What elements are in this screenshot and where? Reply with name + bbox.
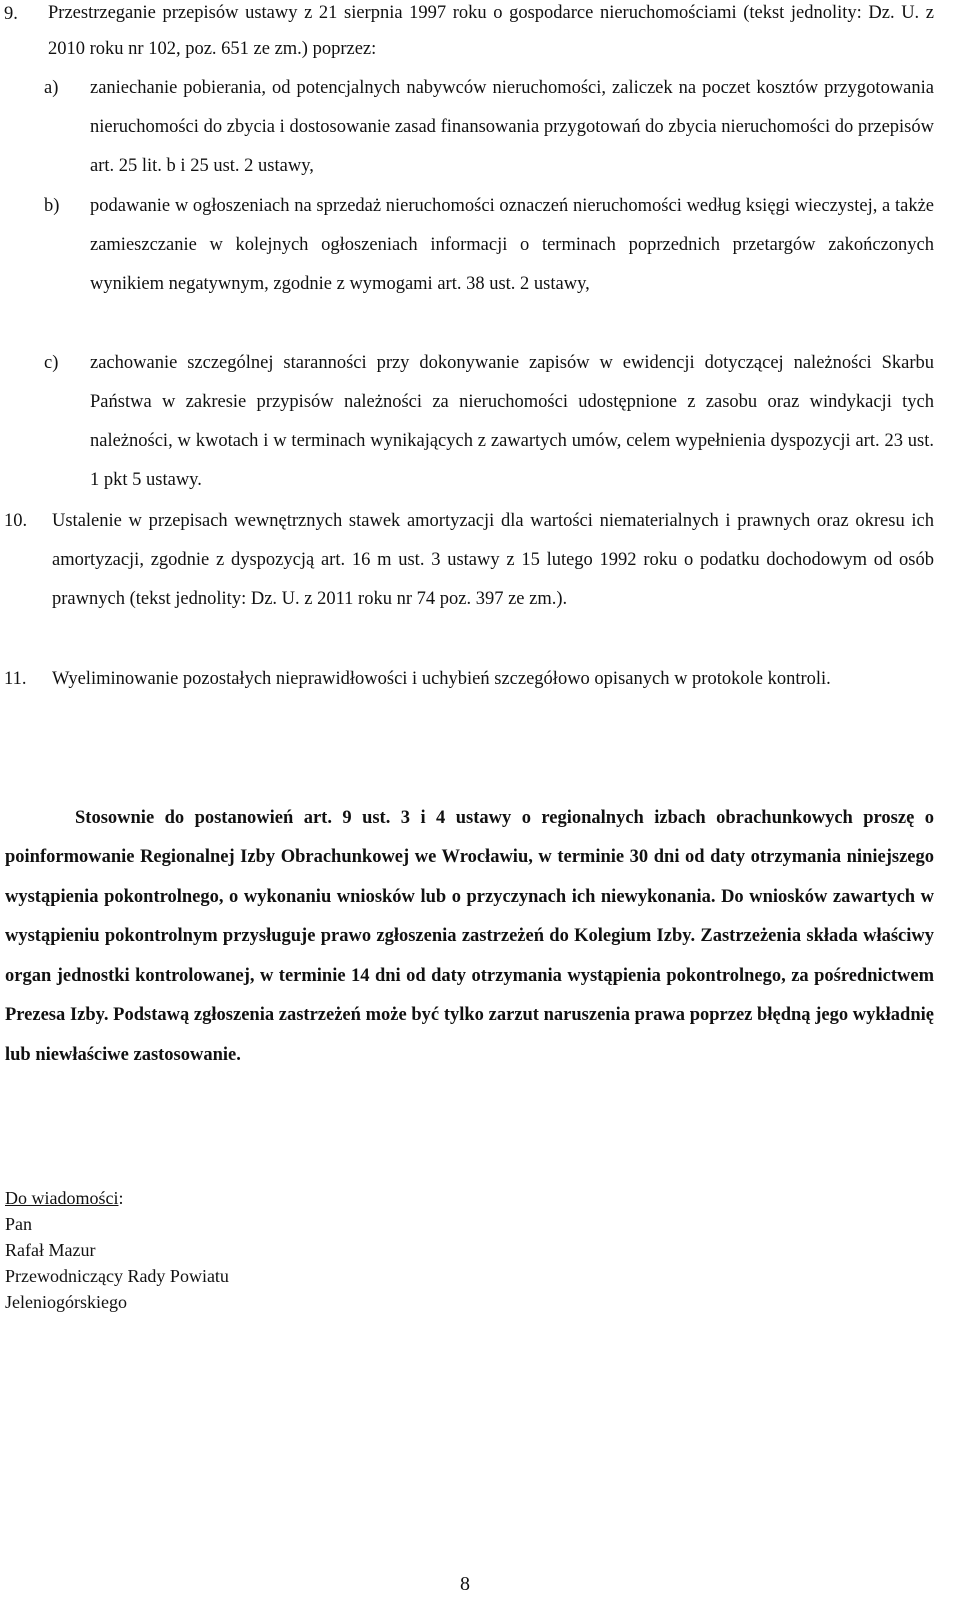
list-item-text: Przestrzeganie przepisów ustawy z 21 sierpnia 1997 roku o gospodarce nieruchomościami (tekst jednolity: Dz. U. z 2010 roku nr 102, poz. 651 ze zm.) poprzez: [48,3,934,59]
sub-item-a [44,69,934,186]
list-item-10 [0,502,934,619]
list-item-text: Wyeliminowanie pozostałych nieprawidłowości i uchybień szczegółowo opisanych w protokole kontroli. [52,669,831,689]
list-item-number: 10. [4,511,28,531]
list-item-number: 11. [4,669,27,689]
sub-item-letter: c) [44,353,59,373]
sub-item-letter: b) [44,196,60,216]
sub-item-text: zaniechanie pobierania, od potencjalnych nabywców nieruchomości, zaliczek na poczet kosztów przygotowania nieruchomości do zbycia i dostosowanie zasad finansowania przygotowań do zbycia nieruchomości do przepisów art. 25 lit. b i 25 ust. 2 ustawy, [90,78,934,176]
recipients-block [5,1185,229,1315]
page-number: 8 [460,1573,470,1595]
sub-item-c [44,344,934,500]
closing-paragraph: Stosownie do postanowień art. 9 ust. 3 i 4 ustawy o regionalnych izbach obrachunkowych proszę o poinformowanie Regionalnej Izby Obrachunkowej we Wrocławiu, w terminie 30 dni od daty otrzymania niniejszego wystąpienia pokontrolnego, o wykonaniu wniosków lub o przyczynach ich niewykonania. Do wniosków zawartych w wystąpieniu pokontrolnym przysługuje prawo zgłoszenia zastrzeżeń do Kolegium Izby. Zastrzeżenia składa właściwy organ jednostki kontrolowanej, w terminie 14 dni od daty otrzymania wystąpienia pokontrolnego, za pośrednictwem Prezesa Izby. Podstawą zgłoszenia zastrzeżeń może być tylko zarzut naruszenia prawa poprzez błędną jego wykładnię lub niewłaściwe zastosowanie. [5,807,934,1065]
list-item-number: 9. [4,4,18,24]
recipients-heading-suffix: : [118,1188,124,1208]
list-item-9 [0,0,934,67]
sub-item-text: zachowanie szczególnej staranności przy dokonywanie zapisów w ewidencji dotyczącej należności Skarbu Państwa w zakresie przypisów należności za nieruchomości udostępnione z zasobu oraz windykacji tych należności, w kwotach i w terminach wynikających z zawartych umów, celem wypełnienia dyspozycji art. 23 ust. 1 pkt 5 ustawy. [90,353,934,490]
recipients-heading-line [5,1185,229,1211]
sub-item-b [44,187,934,304]
recipient-line: Rafał Mazur [5,1240,96,1260]
recipient-line: Przewodniczący Rady Powiatu [5,1266,229,1286]
list-item-text: Ustalenie w przepisach wewnętrznych stawek amortyzacji dla wartości niematerialnych i prawnych oraz okresu ich amortyzacji, zgodnie z dyspozycją art. 16 m ust. 3 ustawy z 15 lutego 1992 roku o podatku dochodowym od osób prawnych (tekst jednolity: Dz. U. z 2011 roku nr 74 poz. 397 ze zm.). [52,511,934,609]
recipients-heading: Do wiadomości [5,1188,119,1208]
recipient-line: Pan [5,1214,32,1234]
sub-item-text: podawanie w ogłoszeniach na sprzedaż nieruchomości oznaczeń nieruchomości według księgi wieczystej, a także zamieszczanie w kolejnych ogłoszeniach informacji o terminach poprzednich przetargów zakończonych wynikiem negatywnym, zgodnie z wymogami art. 38 ust. 2 ustawy, [90,196,934,294]
list-item-11 [0,660,934,699]
sub-item-letter: a) [44,78,59,98]
recipient-line: Jeleniogórskiego [5,1292,127,1312]
